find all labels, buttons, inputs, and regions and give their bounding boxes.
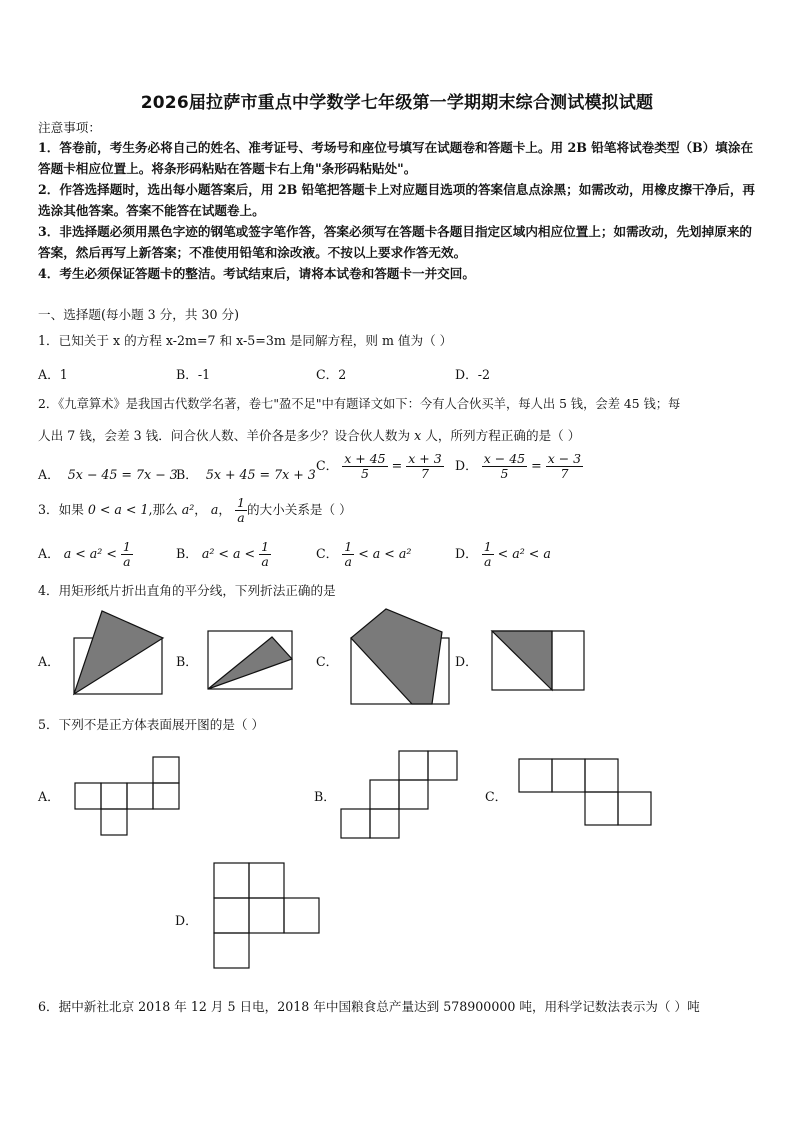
q2-option-a (38, 464, 178, 483)
q2-option-d: D． $\frac{x - 45}{5}$ = $\frac{x - 3}{7}$ (455, 451, 582, 481)
question-5-stem: 5．下列不是正方体表面展开图的是（ ） (38, 717, 265, 732)
q3-stem-pre: 3．如果 (38, 502, 84, 517)
q3-option-b-label: B． (176, 546, 198, 561)
q1-option-b: B．-1 (176, 367, 211, 382)
q3-option-b: B． a² < a < $\frac{1}{a}$ (176, 539, 270, 569)
q3-option-c: C． $\frac{1}{a}$ < a < a² (316, 539, 412, 569)
q5-net-a (72, 754, 182, 838)
q2-option-b (176, 464, 316, 483)
q3-option-d-label: D． (455, 546, 478, 561)
q5-net-b (340, 748, 464, 842)
question-4-stem: 4．用矩形纸片折出直角的平分线，下列折法正确的是 (38, 583, 336, 598)
q2-option-c-label: C． (316, 458, 339, 473)
q5-label-b: B． (314, 789, 336, 804)
q2-option-c: C． $\frac{x + 45}{5}$ = $\frac{x + 3}{7}$ (316, 451, 442, 481)
q3-stem-mid: ,那么 (148, 502, 178, 517)
q2-option-d-fraction-left: $\frac{x - 45}{5}$ (483, 451, 526, 481)
q2-option-d-label: D． (455, 458, 478, 473)
question-3-stem: 3．如果 0 < a < 1,那么 a²， a， $\frac{1}{a}$ 的大小关系是（ ） (38, 495, 352, 525)
q4-figure-d (488, 628, 598, 694)
q3-option-d: D． $\frac{1}{a}$ < a² < a (455, 539, 551, 569)
q4-figure-a (60, 608, 170, 698)
question-1-stem: 1．已知关于 x 的方程 x-2m=7 和 x-5=3m 是同解方程，则 m 值为（ ） (38, 333, 453, 348)
q5-label-c: C． (485, 789, 508, 804)
question-6-stem: 6．据中新社北京 2018 年 12 月 5 日电，2018 年中国粮食总产量达到 578900000 吨，用科学记数法表示为（ ）吨 (38, 999, 700, 1014)
q3-stem-fraction: $\frac{1}{a}$ (236, 495, 245, 525)
q3-option-a: A． a < a² < $\frac{1}{a}$ (38, 539, 131, 569)
notice-item-2: 2．作答选择题时，选出每小题答案后，用 2B 铅笔把答题卡上对应题目选项的答案信息点涂黑；如需改动，用橡皮擦干净后，再选涂其他答案。答案不能答在试题卷上。 (38, 182, 756, 218)
notice-item-4: 4．考生必须保证答题卡的整洁。考试结束后，请将本试卷和答题卡一并交回。 (38, 266, 475, 281)
question-2-stem-line2 (38, 428, 580, 444)
q2-stem-text: 人出 7 钱，会差 3 钱．问合伙人数、羊价各是多少？设合伙人数为 (38, 428, 411, 443)
q4-figure-b (200, 625, 300, 695)
q2-option-d-fraction-right: $\frac{x - 3}{7}$ (547, 451, 582, 481)
notice-item-1: 1．答卷前，考生务必将自己的姓名、准考证号、考场号和座位号填写在试题卷和答题卡上。用 2B 铅笔将试卷类型（B）填涂在答题卡相应位置上。将条形码粘贴在答题卡右上角"条形码粘贴处"。 (38, 140, 754, 176)
notice-item-3: 3．非选择题必须用黑色字迹的钢笔或签字笔作答，答案必须写在答题卡各题目指定区域内相应位置上；如需改动，先划掉原来的答案，然后再写上新答案；不准使用铅笔和涂改液。不按以上要求作答无效。 (38, 224, 753, 260)
q1-option-c: C．2 (316, 367, 347, 382)
q2-option-b-label: B． (176, 467, 198, 482)
q2-option-c-fraction-left: $\frac{x + 45}{5}$ (344, 451, 386, 481)
q5-net-c (516, 757, 656, 827)
q3-stem-condition: 0 < a < 1 (87, 502, 149, 517)
q5-label-a: A． (38, 789, 60, 804)
page-title: 2026届拉萨市重点中学数学七年级第一学期期末综合测试模拟试题 (140, 93, 654, 113)
q4-label-b: B． (176, 654, 198, 669)
q1-option-d: D．-2 (455, 367, 490, 382)
q3-option-a-label: A． (38, 546, 60, 561)
q2-stem-text-end: 人，所列方程正确的是（ ） (425, 428, 581, 443)
q4-figure-c (346, 606, 456, 708)
q2-option-a-label: A． (38, 467, 60, 482)
q2-option-b-equation: 5x + 45 = 7x + 3 (205, 467, 316, 482)
q3-option-c-label: C． (316, 546, 339, 561)
q5-label-d: D． (175, 913, 198, 928)
question-2-stem-line1: 2．《九章算术》是我国古代数学名著，卷七"盈不足"中有题译文如下：今有人合伙买羊，每人出 5 钱，会差 45 钱；每 (38, 397, 681, 411)
q2-option-c-fraction-right: $\frac{x + 3}{7}$ (408, 451, 442, 481)
section-heading: 一、选择题(每小题 3 分，共 30 分) (38, 307, 240, 322)
q4-label-d: D． (455, 654, 478, 669)
q2-option-a-equation: 5x − 45 = 7x − 3 (67, 467, 178, 482)
q4-label-c: C． (316, 654, 339, 669)
q3-stem-a-squared: a² (181, 502, 195, 517)
q3-stem-a: a (210, 502, 219, 517)
q5-net-d (211, 860, 323, 972)
q1-option-a: A．1 (38, 367, 68, 382)
q3-stem-post: 的大小关系是（ ） (246, 502, 352, 517)
q2-stem-variable: x (414, 428, 422, 443)
q4-label-a: A． (38, 654, 60, 669)
q3-stem-sep: ， (194, 502, 207, 517)
notice-heading: 注意事项： (38, 120, 101, 135)
